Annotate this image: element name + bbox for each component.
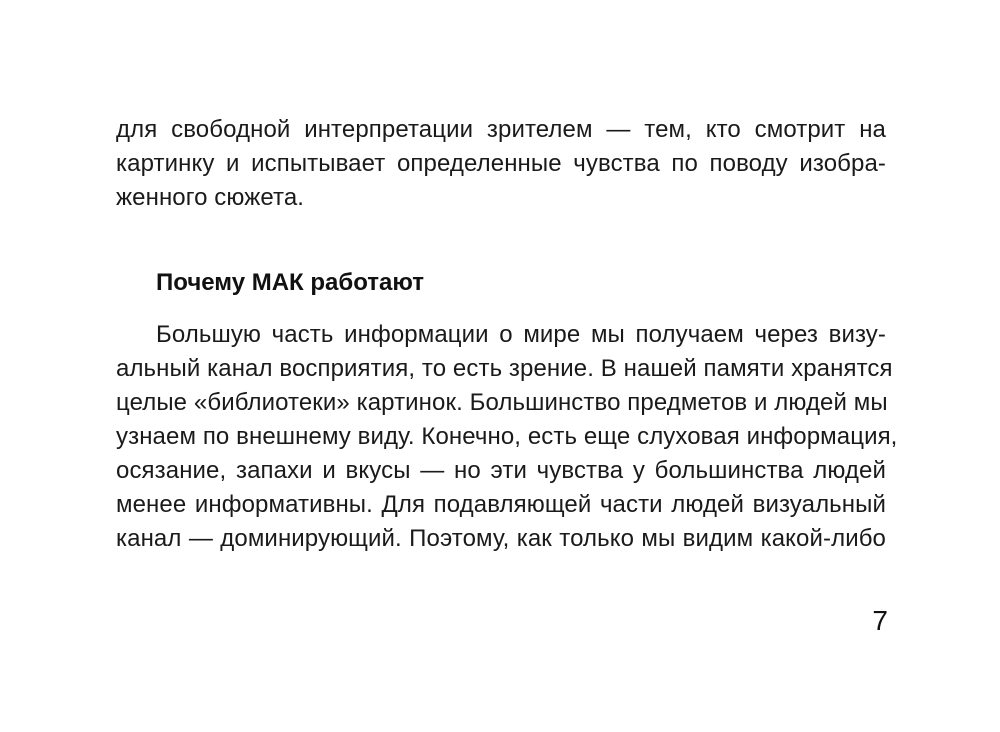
- paragraph-line: осязание, запахи и вкусы — но эти чувства у большинства людей: [116, 457, 886, 484]
- paragraph-line: канал — доминирующий. Поэтому, как только мы видим какой-либо: [116, 525, 886, 552]
- paragraph-line: альный канал восприятия, то есть зрение. В нашей памяти хранятся: [116, 355, 893, 382]
- paragraph-line: менее информативны. Для подавляющей части людей визуальный: [116, 491, 886, 518]
- section-heading: Почему МАК работают: [156, 269, 425, 296]
- paragraph-line: для свободной интерпретации зрителем — тем, кто смотрит на: [116, 116, 886, 143]
- paragraph-line: женного сюжета.: [116, 184, 305, 211]
- paragraph-line: Большую часть информации о мире мы получаем через визу-: [156, 321, 886, 348]
- paragraph-line: целые «библиотеки» картинок. Большинство предметов и людей мы: [116, 389, 888, 416]
- page-number: 7: [872, 605, 888, 636]
- paragraph-line: картинку и испытывает определенные чувства по поводу изобра-: [116, 150, 886, 177]
- paragraph-line: узнаем по внешнему виду. Конечно, есть еще слуховая информация,: [116, 423, 898, 450]
